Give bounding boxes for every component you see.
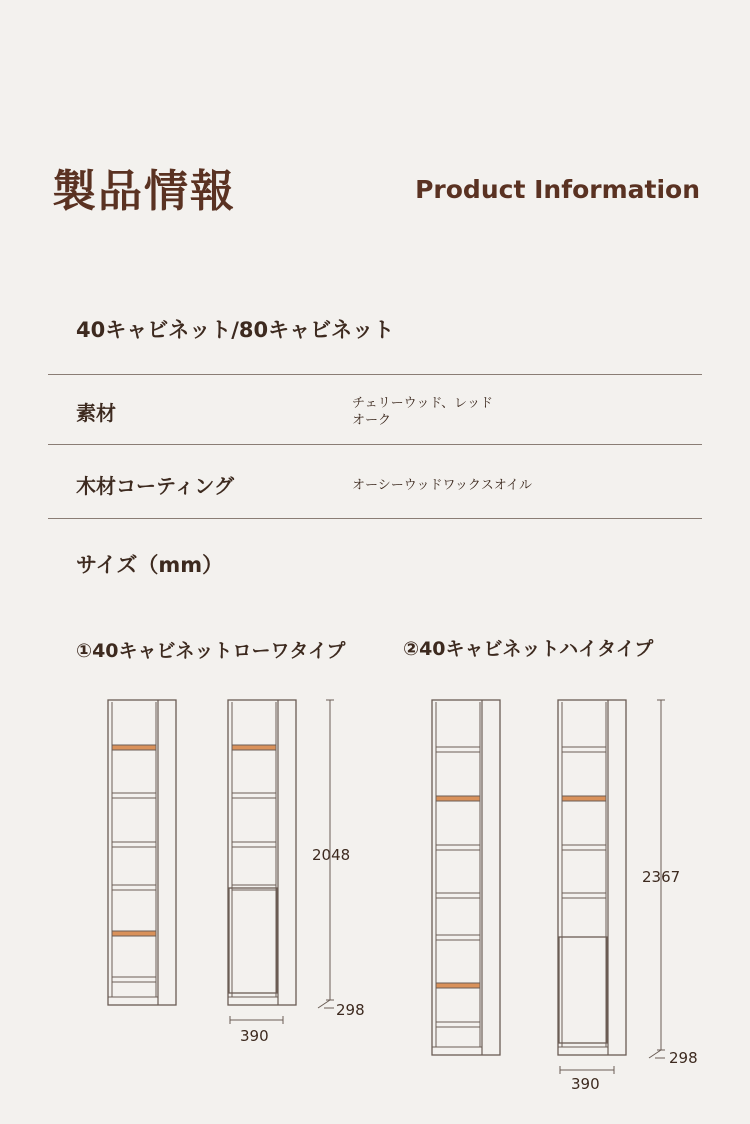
depth-label-low: 298	[336, 1001, 365, 1019]
depth-line	[318, 1000, 330, 1008]
type-label-low: ①40キャビネットローワタイプ	[76, 640, 346, 662]
cabinet-illustrations	[108, 700, 626, 1055]
spec-label-material: 素材	[76, 401, 116, 425]
dimension-annotations	[230, 700, 698, 1093]
spec-value-line: チェリーウッド、レッド	[352, 396, 494, 411]
cabinet-shelf-accent	[436, 796, 480, 801]
depth-label-high: 298	[669, 1049, 698, 1067]
size-label: サイズ（mm）	[76, 553, 224, 577]
cabinet-shelf	[112, 793, 156, 798]
cabinet-shelf	[436, 747, 480, 752]
cabinet-outline	[558, 700, 626, 1055]
cabinet-shelf	[436, 935, 480, 940]
cabinet-shelf	[232, 842, 276, 847]
cabinet-shelf	[562, 747, 606, 752]
cabinet-shelf	[232, 793, 276, 798]
height-label-low: 2048	[312, 846, 351, 864]
cabinet-shelf-accent	[112, 745, 156, 750]
depth-line	[649, 1050, 661, 1058]
product-name: 40キャビネット/80キャビネット	[76, 318, 395, 342]
spec-label-coating: 木材コーティング	[76, 474, 234, 498]
cabinet-door	[559, 937, 607, 1043]
width-label-low: 390	[240, 1027, 269, 1045]
page-title-english: Product Information	[415, 175, 700, 204]
spec-value-line: オーク	[352, 413, 392, 428]
cabinet-outline	[432, 700, 500, 1055]
cabinet-shelf	[436, 845, 480, 850]
cabinet-shelf-accent	[232, 745, 276, 750]
spec-value-line: オーシーウッドワックスオイル	[352, 478, 533, 493]
cabinet-door	[229, 888, 277, 993]
width-label-high: 390	[571, 1075, 600, 1093]
cabinet-shelf-accent	[112, 931, 156, 936]
cabinet-shelf	[112, 977, 156, 982]
height-label-high: 2367	[642, 868, 681, 886]
cabinet-shelf-accent	[436, 983, 480, 988]
type-label-high: ②40キャビネットハイタイプ	[403, 638, 654, 660]
cabinet-shelf	[562, 893, 606, 898]
cabinet-shelf	[112, 885, 156, 890]
page-title: 製品情報	[52, 166, 236, 217]
cabinet-shelf	[436, 1022, 480, 1027]
cabinet-shelf-accent	[562, 796, 606, 801]
cabinet-shelf	[436, 893, 480, 898]
cabinet-shelf	[562, 845, 606, 850]
cabinet-shelf	[112, 842, 156, 847]
